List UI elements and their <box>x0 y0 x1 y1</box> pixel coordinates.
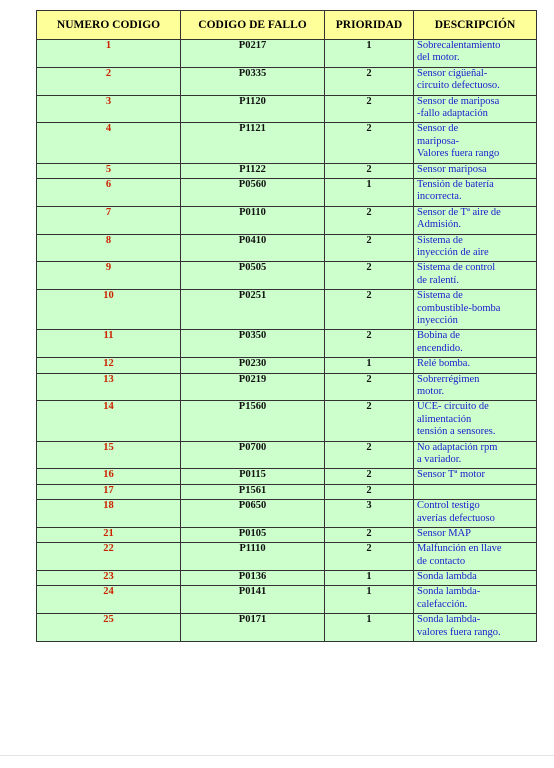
description-line: averías defectuoso <box>417 512 495 524</box>
table-row <box>37 441 537 469</box>
row-fault-code-cell: P0105 <box>181 527 325 542</box>
description-line: encendido. <box>417 342 463 354</box>
table-row <box>37 484 537 499</box>
row-priority-cell: 2 <box>325 543 414 571</box>
table-row <box>37 469 537 484</box>
row-description-cell <box>414 40 537 68</box>
row-priority-cell: 2 <box>325 469 414 484</box>
row-description-cell <box>414 262 537 290</box>
description-line: Sensor cigüeñal- <box>417 67 488 79</box>
description-line: a variador. <box>417 453 462 465</box>
row-description-cell <box>414 206 537 234</box>
row-priority-cell: 2 <box>325 262 414 290</box>
description-line: motor. <box>417 385 445 397</box>
row-description-cell <box>414 290 537 330</box>
table-row <box>37 373 537 401</box>
header-number-code: NUMERO CODIGO <box>37 11 181 40</box>
row-priority-cell: 2 <box>325 234 414 262</box>
header-priority: PRIORIDAD <box>325 11 414 40</box>
table-row <box>37 527 537 542</box>
description-line: -fallo adaptación <box>417 108 488 119</box>
description-line: Valores fuera rango <box>417 148 500 160</box>
description-line: Sistema de <box>417 234 463 246</box>
table-row <box>37 123 537 163</box>
row-priority-cell: 1 <box>325 178 414 206</box>
header-description: DESCRIPCIÓN <box>414 11 537 40</box>
description-line: Sistema de control <box>417 262 496 274</box>
row-description-cell <box>414 441 537 469</box>
row-description-cell <box>414 500 537 528</box>
row-priority-cell: 1 <box>325 40 414 68</box>
row-fault-code-cell: P0217 <box>181 40 325 68</box>
row-number-cell: 25 <box>37 614 181 642</box>
row-fault-code-cell: P0110 <box>181 206 325 234</box>
row-priority-cell: 2 <box>325 441 414 469</box>
description-line: alimentación <box>417 413 472 425</box>
row-description-cell <box>414 586 537 614</box>
row-priority-cell: 2 <box>325 95 414 123</box>
description-line: Sistema de <box>417 290 463 302</box>
row-number-cell: 1 <box>37 40 181 68</box>
table-row <box>37 206 537 234</box>
description-line: calefacción. <box>417 598 468 610</box>
row-priority-cell: 2 <box>325 163 414 178</box>
row-fault-code-cell: P1122 <box>181 163 325 178</box>
bottom-divider <box>0 755 554 756</box>
row-fault-code-cell: P1561 <box>181 484 325 499</box>
description-line: Sensor Tª motor <box>417 469 486 481</box>
row-priority-cell: 2 <box>325 123 414 163</box>
row-number-cell: 4 <box>37 123 181 163</box>
row-priority-cell: 2 <box>325 206 414 234</box>
description-line: Sensor de mariposa <box>417 95 500 107</box>
row-fault-code-cell: P0219 <box>181 373 325 401</box>
description-line: inyección <box>417 314 458 326</box>
description-line: Malfunción en llave <box>417 543 502 555</box>
row-number-cell: 23 <box>37 571 181 586</box>
description-line: Bobina de <box>417 330 460 342</box>
row-number-cell: 13 <box>37 373 181 401</box>
row-number-cell: 21 <box>37 527 181 542</box>
table-row <box>37 67 537 95</box>
description-line: circuito defectuoso. <box>417 80 500 92</box>
row-description-cell <box>414 234 537 262</box>
row-fault-code-cell: P0115 <box>181 469 325 484</box>
table-row <box>37 586 537 614</box>
description-line: Tensión de batería <box>417 178 494 190</box>
description-line: tensión a sensores. <box>417 426 496 438</box>
description-line: Sensor de Tª aire de <box>417 206 501 218</box>
description-line: Sensor mariposa <box>417 163 487 175</box>
row-number-cell: 9 <box>37 262 181 290</box>
description-line: No adaptación rpm <box>417 441 498 453</box>
row-number-cell: 15 <box>37 441 181 469</box>
table-row <box>37 500 537 528</box>
row-description-cell <box>414 67 537 95</box>
row-number-cell: 14 <box>37 401 181 441</box>
table-row <box>37 614 537 642</box>
header-fault-code: CODIGO DE FALLO <box>181 11 325 40</box>
description-line: de ralentí. <box>417 274 459 286</box>
row-priority-cell: 1 <box>325 358 414 373</box>
table-row <box>37 262 537 290</box>
description-line: incorrecta. <box>417 191 462 203</box>
table-row <box>37 95 537 123</box>
description-line: mariposa- <box>417 135 459 147</box>
table-row <box>37 40 537 68</box>
row-priority-cell: 1 <box>325 586 414 614</box>
row-fault-code-cell: P0700 <box>181 441 325 469</box>
row-number-cell: 2 <box>37 67 181 95</box>
row-fault-code-cell: P1121 <box>181 123 325 163</box>
row-number-cell: 5 <box>37 163 181 178</box>
fault-code-table <box>36 10 537 642</box>
row-number-cell: 8 <box>37 234 181 262</box>
description-line: Sobrecalentamiento <box>417 40 501 51</box>
description-line: inyección de aire <box>417 246 489 258</box>
row-description-cell <box>414 543 537 571</box>
description-line: valores fuera rango. <box>417 626 501 638</box>
description-line: Control testigo <box>417 500 480 512</box>
header-row <box>37 11 537 40</box>
row-number-cell: 12 <box>37 358 181 373</box>
table-row <box>37 571 537 586</box>
row-number-cell: 17 <box>37 484 181 499</box>
row-description-cell <box>414 330 537 358</box>
row-description-cell <box>414 163 537 178</box>
row-description-cell <box>414 484 537 499</box>
row-fault-code-cell: P0230 <box>181 358 325 373</box>
description-line: UCE- circuito de <box>417 401 489 413</box>
description-line: Relé bomba. <box>417 358 471 370</box>
description-line: Sensor de <box>417 123 459 135</box>
row-fault-code-cell: P0350 <box>181 330 325 358</box>
description-line: Sensor MAP <box>417 527 471 539</box>
table-body <box>37 40 537 642</box>
description-line: Sonda lambda- <box>417 586 481 598</box>
description-line: Admisión. <box>417 219 462 231</box>
row-number-cell: 11 <box>37 330 181 358</box>
row-priority-cell: 3 <box>325 500 414 528</box>
table-row <box>37 543 537 571</box>
row-fault-code-cell: P0410 <box>181 234 325 262</box>
row-number-cell: 24 <box>37 586 181 614</box>
table-row <box>37 401 537 441</box>
description-line: Sonda lambda- <box>417 614 481 626</box>
row-number-cell: 10 <box>37 290 181 330</box>
row-fault-code-cell: P0251 <box>181 290 325 330</box>
table-row <box>37 178 537 206</box>
row-fault-code-cell: P0650 <box>181 500 325 528</box>
row-priority-cell: 2 <box>325 373 414 401</box>
row-description-cell <box>414 178 537 206</box>
row-description-cell <box>414 95 537 123</box>
row-priority-cell: 2 <box>325 527 414 542</box>
row-description-cell <box>414 358 537 373</box>
row-description-cell <box>414 401 537 441</box>
description-line: del motor. <box>417 52 460 64</box>
table-row <box>37 163 537 178</box>
row-number-cell: 7 <box>37 206 181 234</box>
table-row <box>37 290 537 330</box>
table-row <box>37 358 537 373</box>
row-description-cell <box>414 469 537 484</box>
description-line: Sonda lambda <box>417 571 477 583</box>
row-number-cell: 3 <box>37 95 181 123</box>
row-priority-cell: 2 <box>325 401 414 441</box>
description-line: Sobrerrégimen <box>417 373 480 385</box>
row-fault-code-cell: P1120 <box>181 95 325 123</box>
row-fault-code-cell: P0505 <box>181 262 325 290</box>
table-row <box>37 234 537 262</box>
row-fault-code-cell: P1110 <box>181 543 325 571</box>
row-priority-cell: 1 <box>325 571 414 586</box>
row-number-cell: 22 <box>37 543 181 571</box>
row-fault-code-cell: P0335 <box>181 67 325 95</box>
row-priority-cell: 1 <box>325 614 414 642</box>
row-description-cell <box>414 571 537 586</box>
row-priority-cell: 2 <box>325 290 414 330</box>
row-number-cell: 6 <box>37 178 181 206</box>
row-number-cell: 18 <box>37 500 181 528</box>
row-priority-cell: 2 <box>325 484 414 499</box>
row-number-cell: 16 <box>37 469 181 484</box>
description-line: de contacto <box>417 555 466 567</box>
description-line: combustible-bomba <box>417 302 501 314</box>
row-fault-code-cell: P0141 <box>181 586 325 614</box>
row-priority-cell: 2 <box>325 67 414 95</box>
row-description-cell <box>414 527 537 542</box>
table-row <box>37 330 537 358</box>
row-priority-cell: 2 <box>325 330 414 358</box>
row-fault-code-cell: P0171 <box>181 614 325 642</box>
row-fault-code-cell: P0560 <box>181 178 325 206</box>
fault-code-sheet <box>36 10 536 742</box>
row-fault-code-cell: P0136 <box>181 571 325 586</box>
row-description-cell <box>414 373 537 401</box>
row-description-cell <box>414 123 537 163</box>
row-description-cell <box>414 614 537 642</box>
row-fault-code-cell: P1560 <box>181 401 325 441</box>
